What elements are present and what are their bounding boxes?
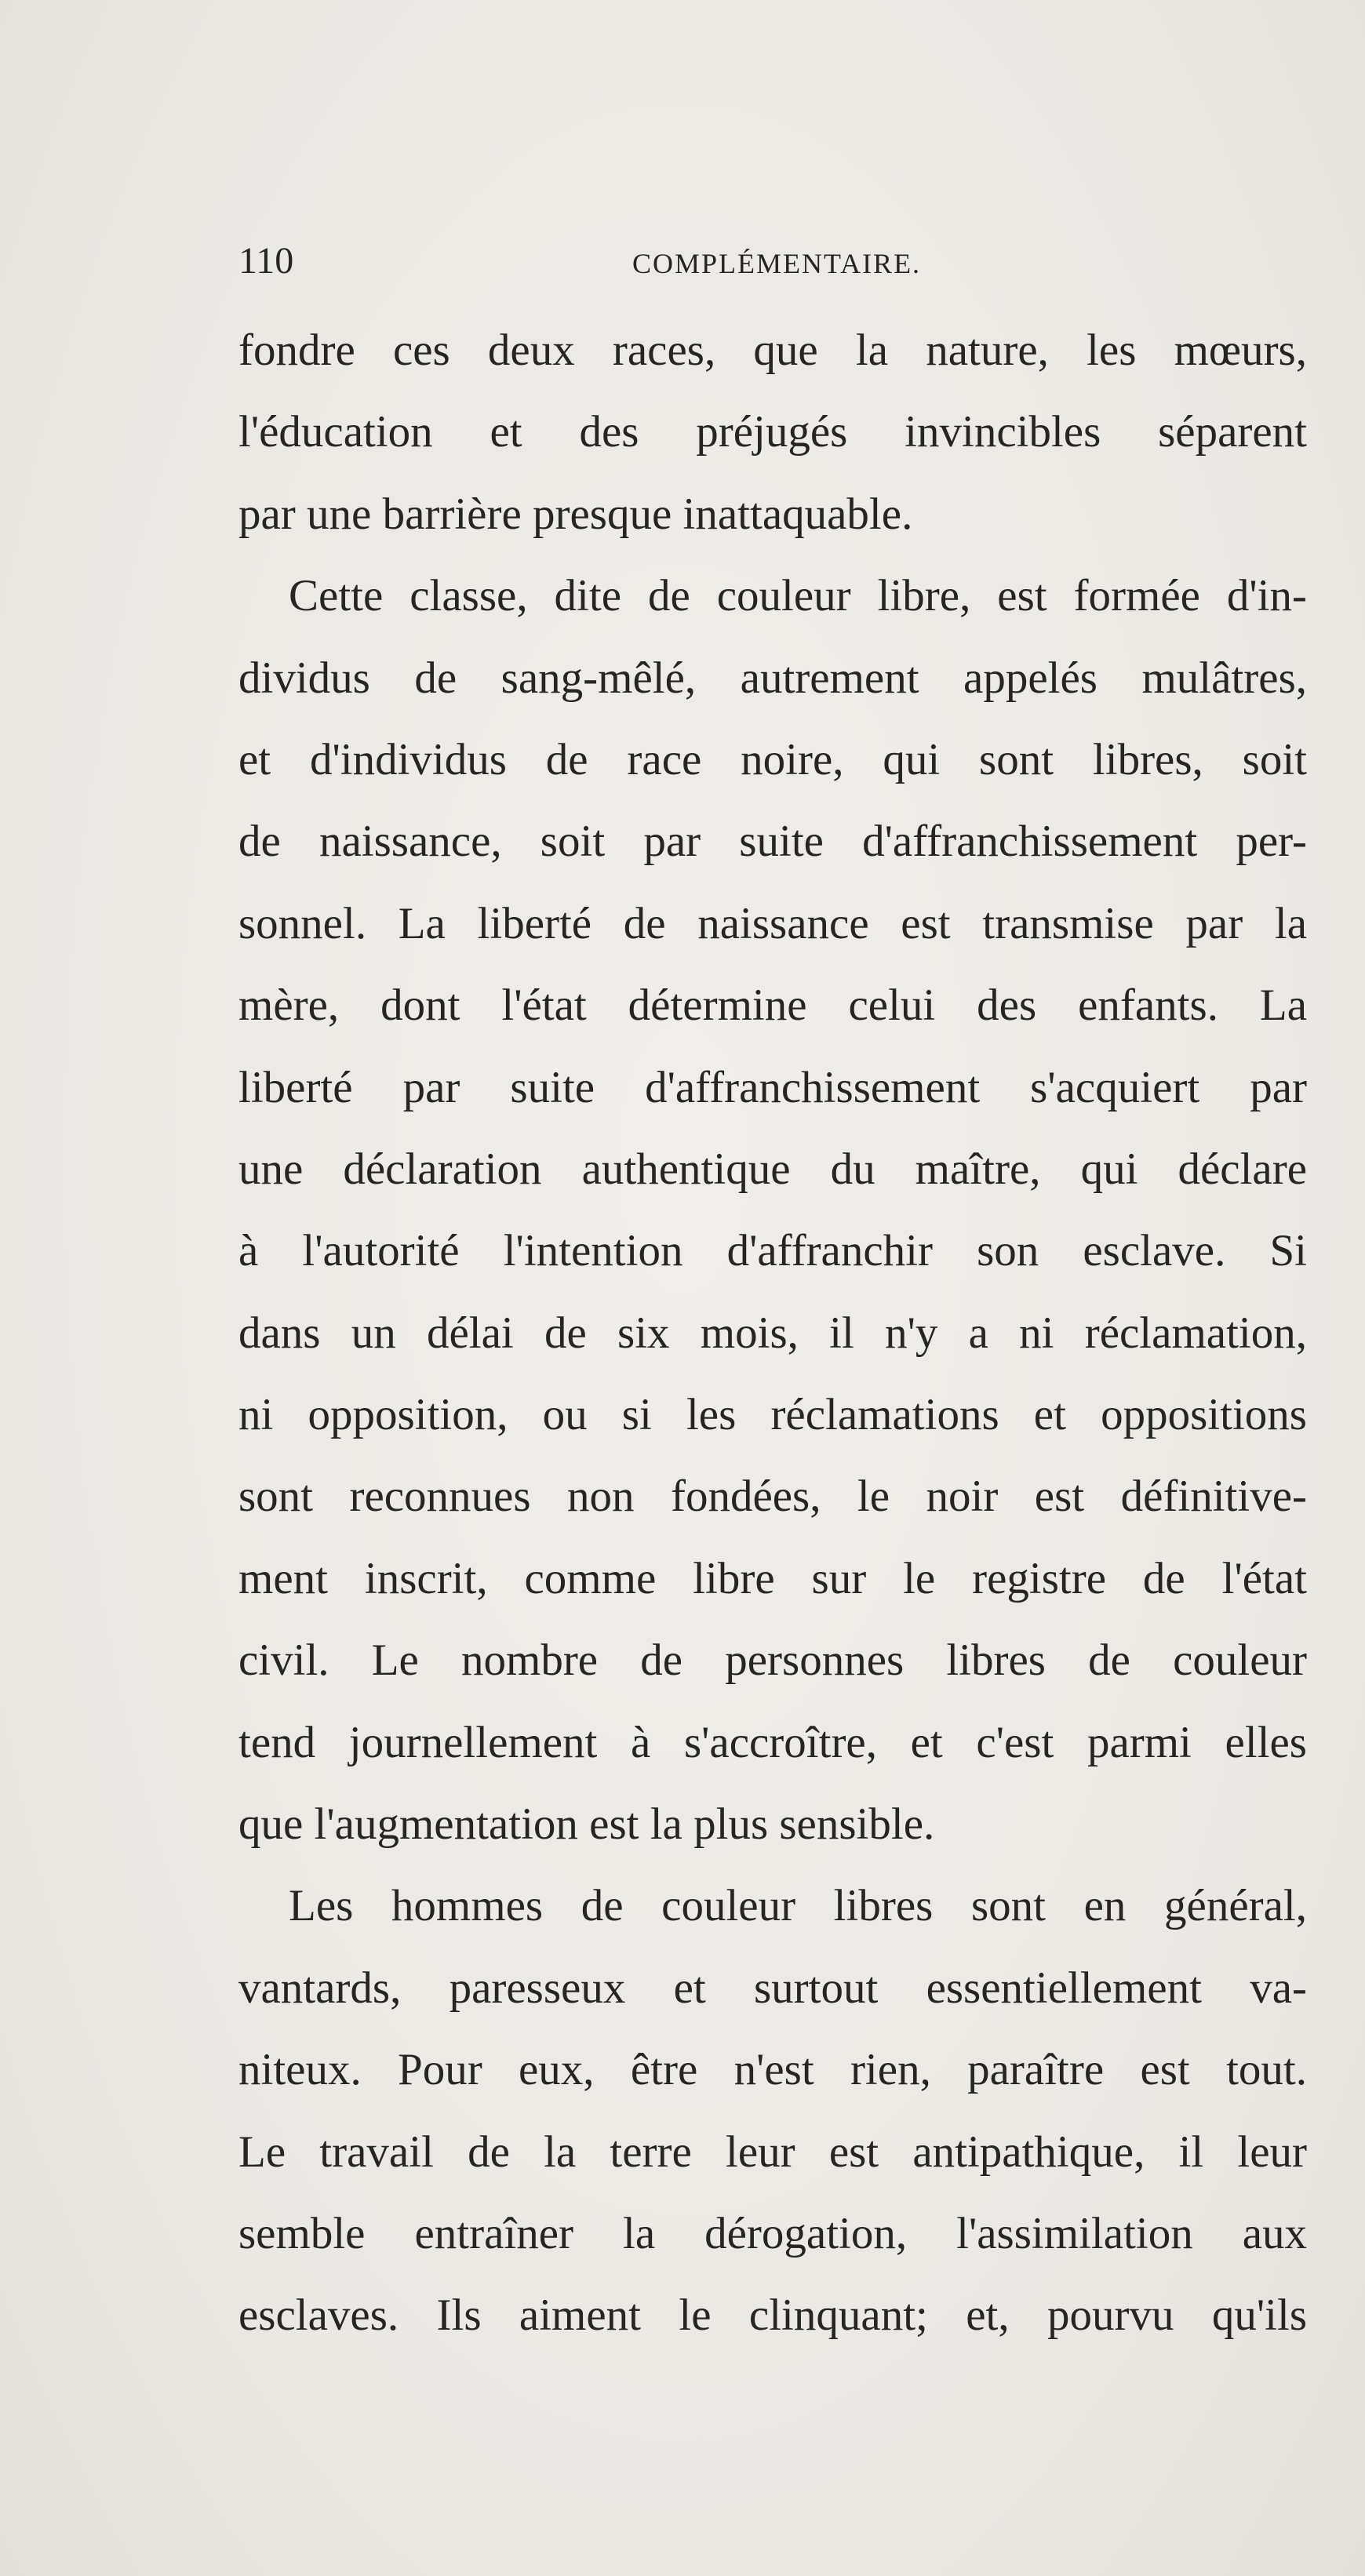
text-line: dividus de sang-mêlé, autrement appelés mulâtres, [238,653,1307,703]
text-line: mère, dont l'état détermine celui des enfants. La [238,981,1307,1031]
text-line: et d'individus de race noire, qui sont libres, soit [238,734,1307,784]
text-line: dans un délai de six mois, il n'y a ni réclamation, [238,1308,1307,1358]
page-number: 110 [238,240,294,282]
body-text [238,310,1307,2357]
text-line: sont reconnues non fondées, le noir est définitive- [238,1472,1307,1522]
text-line: civil. Le nombre de personnes libres de couleur [238,1635,1307,1686]
text-line: liberté par suite d'affranchissement s'acquiert par [238,1062,1307,1112]
text-line: niteux. Pour eux, être n'est rien, paraître est tout. [238,2045,1307,2095]
text-line: à l'autorité l'intention d'affranchir son esclave. Si [238,1226,1307,1276]
text-line: tend journellement à s'accroître, et c'est parmi elles [238,1717,1307,1767]
text-line: semble entraîner la dérogation, l'assimilation aux [238,2208,1307,2258]
text-line: que l'augmentation est la plus sensible. [238,1799,935,1850]
text-line: esclaves. Ils aiment le clinquant; et, pourvu qu'ils [238,2290,1307,2341]
text-line: sonnel. La liberté de naissance est transmise par la [238,898,1307,948]
text-line: fondre ces deux races, que la nature, les mœurs, [238,326,1307,375]
text-line: Cette classe, dite de couleur libre, est formée d'in- [289,571,1307,621]
text-line: ment inscrit, comme libre sur le registre de l'état [238,1553,1307,1603]
text-line: de naissance, soit par suite d'affranchissement per- [238,817,1307,867]
text-line: vantards, paresseux et surtout essentiellement va- [238,1963,1307,2013]
text-line: une déclaration authentique du maître, qui déclare [238,1144,1307,1194]
text-line: Les hommes de couleur libres sont en général, [289,1881,1307,1931]
text-line: l'éducation et des préjugés invincibles séparent [238,407,1307,457]
running-title: COMPLÉMENTAIRE. [632,248,922,279]
text-line: Le travail de la terre leur est antipathique, il leur [238,2127,1307,2177]
text-line: ni opposition, ou si les réclamations et oppositions [238,1390,1307,1440]
text-line: par une barrière presque inattaquable. [238,489,913,539]
